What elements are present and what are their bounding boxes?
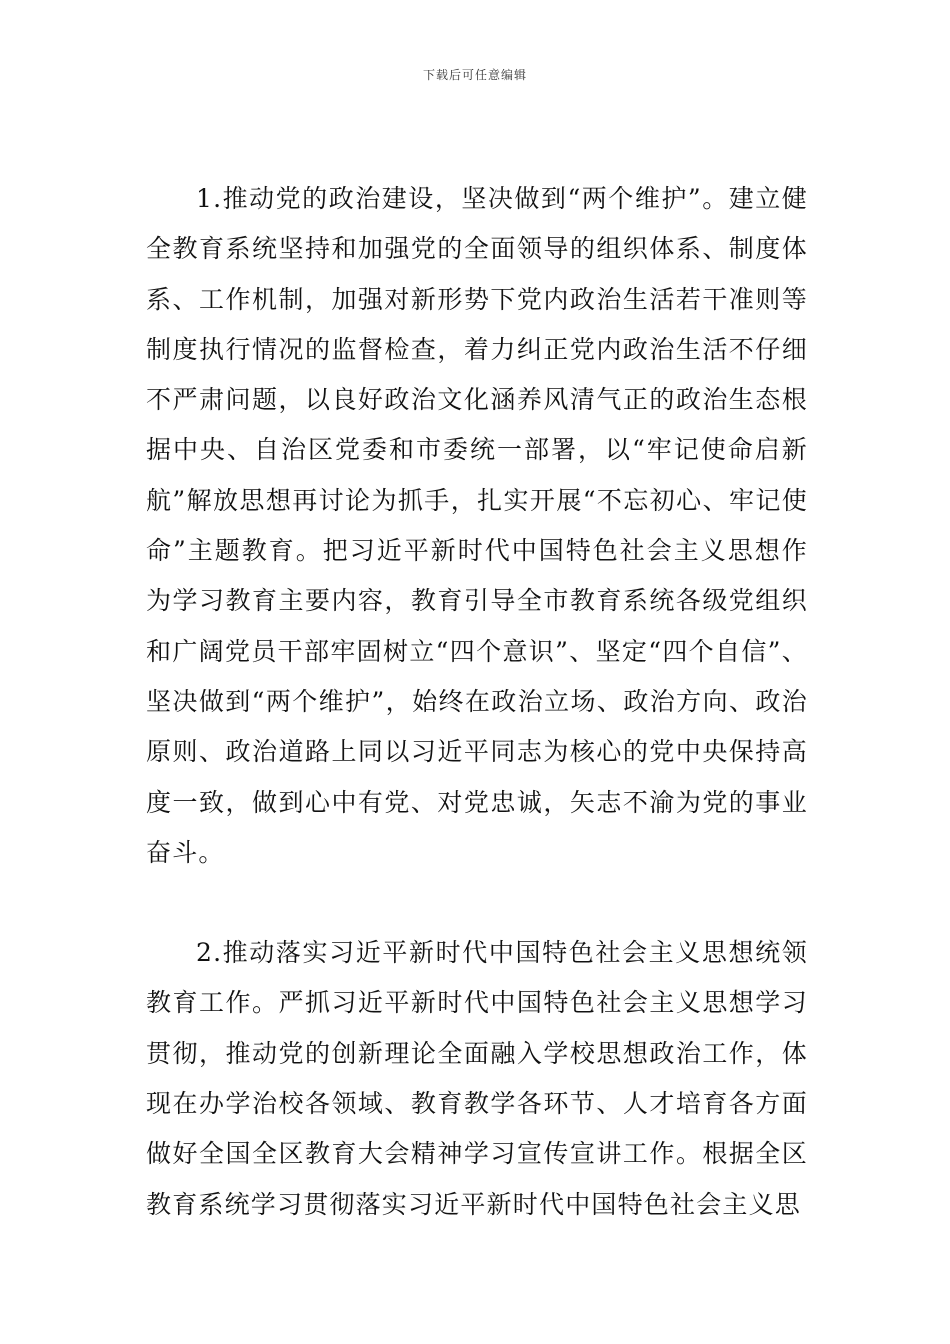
paragraph-1: 1.推动党的政治建设，坚决做到“两个维护”。建立健全教育系统坚持和加强党的全面领导的组织体系、制度体系、工作机制，加强对新形势下党内政治生活若干准则等制度执行情况的监督检查，着力纠正党内政治生活不仔细不严肃问题，以良好政治文化涵养风清气正的政治生态根据中央、自治区党委和市委统一部署，以“牢记使命启新航”解放思想再讨论为抓手，扎实开展“不忘初心、牢记使命”主题教育。把习近平新时代中国特色社会主义思想作为学习教育主要内容，教育引导全市教育系统各级党组织和广阔党员干部牢固树立“四个意识”、坚定“四个自信”、坚决做到“两个维护”，始终在政治立场、政治方向、政治原则、政治道路上同以习近平同志为核心的党中央保持高度一致，做到心中有党、对党忠诚，矢志不渝为党的事业奋斗。 — [146, 184, 808, 867]
document-body — [146, 174, 808, 1230]
header-note: 下载后可任意编辑 — [422, 68, 527, 82]
paragraph-2: 2.推动落实习近平新时代中国特色社会主义思想统领教育工作。严抓习近平新时代中国特色社会主义思想学习贯彻，推动党的创新理论全面融入学校思想政治工作，体现在办学治校各领域、教育教学各环节、人才培育各方面做好全国全区教育大会精神学习宣传宣讲工作。根据全区教育系统学习贯彻落实习近平新时代中国特色社会主义思 — [146, 938, 808, 1219]
